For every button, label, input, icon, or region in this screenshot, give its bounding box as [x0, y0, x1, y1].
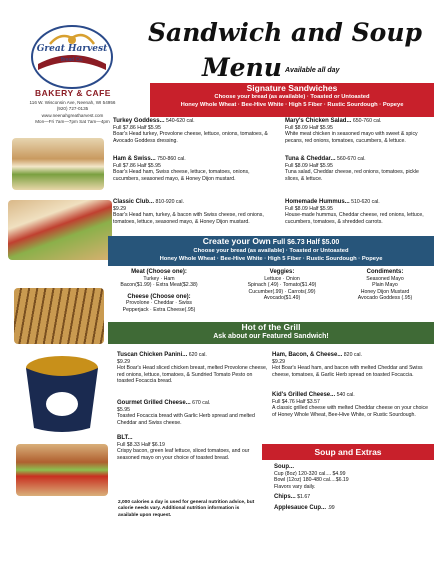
menu-item: Classic Club... 810-920 cal. $9.29 Boar's Head ham, turkey, & bacon with Swiss cheese, red onions, tomatoes, lettuce, seasoned mayo, & Honey Dijon mustard.	[113, 199, 264, 225]
grill-subtitle: Ask about our Featured Sandwich!	[213, 333, 329, 340]
menu-item: Turkey Goddess... 540-620 cal. Full $7.86 Half $5.95 Boar's Head turkey, Provolone cheese, lettuce, onions, tomatoes, & Avocado Goddess dressing.	[113, 118, 268, 144]
phone: (920) 727-0135	[56, 106, 89, 112]
blt-photo	[16, 444, 108, 496]
signature-breads: Honey Whole Wheat · Bee-Hive White · High 5 Fiber · Rustic Sourdough · Popeye	[180, 101, 404, 108]
website: www.neenahgreatharvest.com	[41, 112, 104, 118]
create-header	[108, 236, 434, 266]
create-choose: Choose your bread (as available) · Toasted or Untoasted	[193, 248, 349, 254]
meat-options: Meat (Choose one): Turkey · Ham Bacon($1.99) · Extra Meat($2.38) Cheese (Choose one): Provolone · Cheddar · Swiss Pepperjack · Extra Cheese(.95)	[120, 269, 198, 313]
address: 116 W. Wisconsin Ave, Neenah, WI 54956	[29, 100, 116, 105]
menu-item: Gourmet Grilled Cheese... 670 cal. $5.95 Toasted Focaccia bread with Garlic Herb spread and melted Cheddar and Swiss cheese.	[117, 400, 255, 426]
menu-item: BLT... Full $8.33 Half $6.19 Crispy bacon, green leaf lettuce, sliced tomatoes, and our seasoned mayo on your choice of toasted bread.	[117, 435, 250, 461]
soup-extras: Soup... Cup (8oz) 120-320 cal.... $4.99 Bowl (12oz) 180-480 cal....$6.19 Flavors vary daily. Chips... $1.67 Applesauce Cup... .99	[274, 464, 349, 511]
page-title-menu: Menu	[202, 53, 282, 82]
condiment-options: Condiments: Seasoned Mayo Plain Mayo Honey Dijon Mustard Avocado Goddess (.95)	[357, 269, 413, 302]
menu-item: Tuscan Chicken Panini... 620 cal. $9.29 Hot Boar's Head sliced chicken breast, melted Provolone cheese, red onions, lettuce, tomatoes, & Sundried Tomato Pesto on toasted Focaccia bread.	[117, 352, 268, 385]
veggie-options: Veggies: Lettuce · Onion Spinach (.49) · Tomato($1.49) Cucumber(.99) · Carrots(.99) Avocado($1.49)	[247, 269, 317, 302]
signature-title: Signature Sandwiches	[246, 83, 338, 93]
soup-photo	[22, 350, 102, 434]
create-breads: Honey Whole Wheat · Bee-Hive White · High 5 Fiber · Rustic Sourdough · Popeye	[159, 255, 383, 262]
nutrition-note: 2,000 calories a day is used for general nutrition advice, but calorie needs vary. Additional nutrition information is available upon request.	[118, 500, 255, 518]
hours: Mon—Fri 7am—7pm Sat 7am—4pm	[35, 119, 110, 125]
available-note: Available all day	[285, 67, 340, 74]
menu-item: Homemade Hummus... 510-620 cal. Full $8.09 Half $5.95 House-made hummus, Cheddar cheese, red onions, lettuce, cucumbers, tomatoes, & shredded carrots.	[285, 199, 424, 225]
page-title: Sandwich and Soup	[148, 18, 422, 47]
grill-right-column	[272, 352, 430, 418]
sandwich-photo-2	[8, 200, 112, 260]
menu-item: Tuna & Cheddar... 560-670 cal. Full $8.09 Half $5.95 Tuna salad, Cheddar cheese, red onions, tomatoes, pickle slices, & lettuce.	[285, 156, 419, 182]
soup-header	[262, 444, 434, 460]
panini-photo	[14, 288, 104, 344]
bakery-cafe: BAKERY & CAFE	[35, 88, 111, 98]
signature-right-column	[285, 118, 431, 225]
signature-header	[150, 83, 434, 117]
soup-title: Soup and Extras	[314, 447, 382, 457]
create-title: Create your Own Full $6.73 Half $5.00	[202, 236, 340, 246]
menu-item: Ham, Bacon, & Cheese... 820 cal. $9.29 Hot Boar's Head ham, and bacon with melted Cheddar and Swiss cheese, tomatoes, & Garlic Herb spread on toasted Focaccia.	[272, 352, 423, 378]
grill-title: Hot of the Grill	[241, 322, 301, 332]
logo-subtext: Bread Co.	[60, 57, 84, 63]
grill-header	[108, 322, 434, 344]
menu-item: Kid's Grilled Cheese... 540 cal. Full $4.76 Half $3.57 A classic grilled cheese with melted Cheddar cheese on your choice of Honey Whole Wheat, Bee-Hive White, or Rustic Sourdough.	[272, 392, 428, 418]
signature-left-column	[113, 118, 271, 225]
menu-item: Ham & Swiss... 750-860 cal. Full $7.86 Half $5.95 Boar's Head ham, Swiss cheese, lettuce, tomatoes, onions, cucumbers, seasoned mayo, & Honey Dijon mustard.	[113, 156, 250, 182]
sandwich-photo-1	[12, 138, 104, 190]
signature-choose: Choose your bread (as available) · Toasted or Untoasted	[214, 94, 370, 100]
grill-left-column	[117, 352, 269, 461]
menu-item: Mary's Chicken Salad... 650-760 cal. Full $8.09 Half $5.95 White meat chicken in seasoned mayo with sweet & spicy pecans, red onions, tomatoes, cucumbers, & lettuce.	[285, 118, 418, 144]
logo-text: Great Harvest	[36, 44, 108, 54]
